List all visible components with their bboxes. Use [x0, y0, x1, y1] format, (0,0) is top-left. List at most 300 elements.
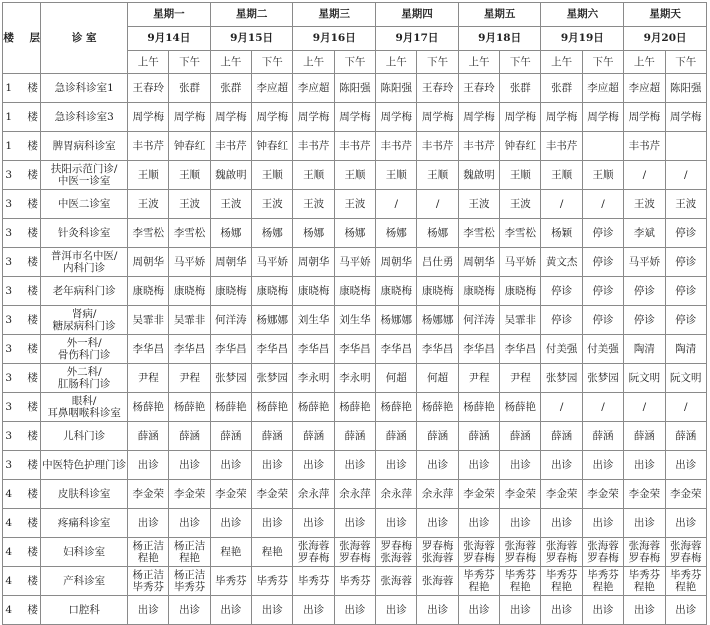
- doctor-cell: 毕秀芬: [293, 567, 334, 596]
- doctor-cell: 张海蓉 罗春梅: [541, 538, 582, 567]
- doctor-cell: 薛涵: [376, 422, 417, 451]
- clinic-cell: 急诊科诊室1: [41, 74, 128, 103]
- doctor-cell: 张海蓉 罗春梅: [624, 538, 665, 567]
- doctor-cell: 出诊: [582, 596, 623, 625]
- clinic-cell: 脾胃病科诊室: [41, 132, 128, 161]
- doctor-cell: 出诊: [500, 451, 541, 480]
- doctor-cell: 李华昌: [334, 335, 375, 364]
- doctor-cell: 李金荣: [169, 480, 210, 509]
- doctor-cell: 马平娇: [252, 248, 293, 277]
- doctor-cell: 付美强: [582, 335, 623, 364]
- doctor-cell: 周学梅: [458, 103, 499, 132]
- doctor-cell: 出诊: [458, 451, 499, 480]
- date-header: 9月14日: [128, 27, 211, 51]
- doctor-cell: 李金荣: [210, 480, 251, 509]
- doctor-cell: 吴霏非: [169, 306, 210, 335]
- doctor-cell: 薛涵: [582, 422, 623, 451]
- doctor-cell: 停诊: [624, 306, 665, 335]
- doctor-cell: 李雪松: [169, 219, 210, 248]
- doctor-cell: 康晓梅: [252, 277, 293, 306]
- doctor-cell: 周朝华: [293, 248, 334, 277]
- floor-cell: 3 楼: [3, 306, 41, 335]
- table-row: [3, 277, 707, 306]
- doctor-cell: 周朝华: [128, 248, 169, 277]
- doctor-cell: 张海蓉 罗春梅: [665, 538, 706, 567]
- clinic-cell: 中医特色护理门诊: [41, 451, 128, 480]
- doctor-cell: 周学梅: [293, 103, 334, 132]
- doctor-cell: 张群: [500, 74, 541, 103]
- doctor-cell: 出诊: [624, 451, 665, 480]
- doctor-cell: 王波: [500, 190, 541, 219]
- doctor-cell: 出诊: [210, 451, 251, 480]
- floor-cell: 4 楼: [3, 509, 41, 538]
- doctor-cell: 马平娇: [500, 248, 541, 277]
- clinic-cell: 疼痛科诊室: [41, 509, 128, 538]
- doctor-cell: 吴霏非: [128, 306, 169, 335]
- table-row: [3, 306, 707, 335]
- doctor-cell: 杨薛艳: [417, 393, 458, 422]
- doctor-cell: 王顺: [169, 161, 210, 190]
- clinic-cell: 口腔科: [41, 596, 128, 625]
- doctor-cell: 尹程: [458, 364, 499, 393]
- doctor-cell: 王波: [334, 190, 375, 219]
- doctor-cell: 杨薛艳: [458, 393, 499, 422]
- doctor-cell: 杨薛艳: [376, 393, 417, 422]
- doctor-cell: 尹程: [128, 364, 169, 393]
- doctor-cell: 陶清: [665, 335, 706, 364]
- doctor-cell: 王顺: [293, 161, 334, 190]
- doctor-cell: 程艳: [210, 538, 251, 567]
- table-row: [3, 364, 707, 393]
- doctor-cell: 杨颖: [541, 219, 582, 248]
- doctor-cell: 张群: [541, 74, 582, 103]
- floor-cell: 1 楼: [3, 132, 41, 161]
- am-header: 上午: [376, 51, 417, 74]
- pm-header: 下午: [582, 51, 623, 74]
- doctor-cell: 杨薛艳: [210, 393, 251, 422]
- doctor-cell: 王顺: [417, 161, 458, 190]
- doctor-cell: 周学梅: [169, 103, 210, 132]
- doctor-cell: 周学梅: [128, 103, 169, 132]
- date-header: 9月15日: [210, 27, 293, 51]
- floor-cell: 3 楼: [3, 451, 41, 480]
- doctor-cell: 何超: [376, 364, 417, 393]
- doctor-cell: 出诊: [458, 509, 499, 538]
- doctor-cell: 王波: [293, 190, 334, 219]
- doctor-cell: 王波: [210, 190, 251, 219]
- doctor-cell: 李华昌: [169, 335, 210, 364]
- doctor-cell: 余永萍: [334, 480, 375, 509]
- doctor-cell: 出诊: [582, 509, 623, 538]
- doctor-cell: 出诊: [128, 451, 169, 480]
- floor-cell: 4 楼: [3, 538, 41, 567]
- doctor-cell: 张海蓉 罗春梅: [582, 538, 623, 567]
- doctor-cell: 毕秀芬: [252, 567, 293, 596]
- doctor-cell: 出诊: [128, 509, 169, 538]
- doctor-cell: 魏啟明: [210, 161, 251, 190]
- doctor-cell: 出诊: [128, 596, 169, 625]
- am-header: 上午: [210, 51, 251, 74]
- doctor-cell: 张群: [210, 74, 251, 103]
- date-header: 9月17日: [376, 27, 459, 51]
- doctor-cell: 张梦园: [582, 364, 623, 393]
- doctor-cell: 尹程: [500, 364, 541, 393]
- doctor-cell: 杨薛艳: [334, 393, 375, 422]
- doctor-cell: 钟春红: [500, 132, 541, 161]
- date-header: 9月18日: [458, 27, 541, 51]
- doctor-cell: 周学梅: [624, 103, 665, 132]
- clinic-cell: 外二科/ 肛肠科门诊: [41, 364, 128, 393]
- doctor-cell: 出诊: [252, 451, 293, 480]
- doctor-cell: 王顺: [252, 161, 293, 190]
- doctor-cell: 薛涵: [169, 422, 210, 451]
- table-row: [3, 451, 707, 480]
- floor-cell: 3 楼: [3, 393, 41, 422]
- doctor-cell: 王顺: [582, 161, 623, 190]
- doctor-cell: 丰书芹: [128, 132, 169, 161]
- doctor-cell: 张海蓉: [417, 567, 458, 596]
- doctor-cell: 丰书芹: [376, 132, 417, 161]
- doctor-cell: 余永萍: [293, 480, 334, 509]
- date-header: 9月16日: [293, 27, 376, 51]
- table-row: [3, 74, 707, 103]
- weekday-header: 星期天: [624, 3, 707, 27]
- table-row: [3, 161, 707, 190]
- doctor-cell: 李永明: [334, 364, 375, 393]
- doctor-cell: 张梦园: [210, 364, 251, 393]
- clinic-cell: 外一科/ 骨伤科门诊: [41, 335, 128, 364]
- doctor-cell: 周学梅: [252, 103, 293, 132]
- doctor-cell: 杨娜: [417, 219, 458, 248]
- doctor-cell: 李金荣: [541, 480, 582, 509]
- doctor-cell: 杨娜: [334, 219, 375, 248]
- doctor-cell: 出诊: [417, 509, 458, 538]
- doctor-cell: 张群: [169, 74, 210, 103]
- doctor-cell: 康晓梅: [458, 277, 499, 306]
- doctor-cell: 停诊: [665, 248, 706, 277]
- doctor-cell: 停诊: [582, 219, 623, 248]
- doctor-cell: 停诊: [541, 306, 582, 335]
- doctor-cell: 丰书芹: [210, 132, 251, 161]
- doctor-cell: 周学梅: [541, 103, 582, 132]
- doctor-cell: 出诊: [169, 596, 210, 625]
- doctor-cell: /: [541, 190, 582, 219]
- floor-cell: 3 楼: [3, 277, 41, 306]
- doctor-cell: 张海蓉 罗春梅: [334, 538, 375, 567]
- table-row: [3, 132, 707, 161]
- table-row: [3, 219, 707, 248]
- doctor-cell: 周学梅: [665, 103, 706, 132]
- doctor-cell: 杨娜: [376, 219, 417, 248]
- doctor-cell: 李华昌: [458, 335, 499, 364]
- doctor-cell: 李华昌: [500, 335, 541, 364]
- doctor-cell: 杨娜: [252, 219, 293, 248]
- doctor-cell: 杨正洁 毕秀芬: [169, 567, 210, 596]
- am-header: 上午: [541, 51, 582, 74]
- doctor-cell: 出诊: [210, 596, 251, 625]
- doctor-cell: 出诊: [210, 509, 251, 538]
- doctor-cell: 周学梅: [417, 103, 458, 132]
- doctor-cell: 李华昌: [376, 335, 417, 364]
- doctor-cell: 薛涵: [665, 422, 706, 451]
- doctor-cell: /: [376, 190, 417, 219]
- doctor-cell: 薛涵: [500, 422, 541, 451]
- doctor-cell: 丰书芹: [293, 132, 334, 161]
- doctor-cell: 李雪松: [458, 219, 499, 248]
- table-row: [3, 393, 707, 422]
- clinic-cell: 急诊科诊室3: [41, 103, 128, 132]
- doctor-cell: 罗春梅 张海蓉: [376, 538, 417, 567]
- floor-cell: 3 楼: [3, 190, 41, 219]
- doctor-cell: 周学梅: [376, 103, 417, 132]
- pm-header: 下午: [417, 51, 458, 74]
- floor-cell: 1 楼: [3, 74, 41, 103]
- doctor-cell: 王春玲: [128, 74, 169, 103]
- doctor-cell: 丰书芹: [334, 132, 375, 161]
- doctor-cell: 出诊: [293, 509, 334, 538]
- doctor-cell: 康晓梅: [210, 277, 251, 306]
- doctor-cell: 王顺: [541, 161, 582, 190]
- weekday-header: 星期一: [128, 3, 211, 27]
- doctor-cell: 李金荣: [624, 480, 665, 509]
- clinic-cell: 妇科诊室: [41, 538, 128, 567]
- doctor-cell: 出诊: [624, 596, 665, 625]
- floor-header: 楼 层: [3, 3, 41, 74]
- doctor-cell: 王波: [624, 190, 665, 219]
- doctor-cell: 周朝华: [210, 248, 251, 277]
- doctor-cell: 出诊: [500, 509, 541, 538]
- doctor-cell: 薛涵: [624, 422, 665, 451]
- doctor-cell: 周学梅: [582, 103, 623, 132]
- doctor-cell: 阮文明: [624, 364, 665, 393]
- doctor-cell: 出诊: [334, 451, 375, 480]
- doctor-cell: 王顺: [376, 161, 417, 190]
- doctor-cell: 停诊: [582, 277, 623, 306]
- doctor-cell: 出诊: [417, 451, 458, 480]
- floor-cell: 3 楼: [3, 219, 41, 248]
- doctor-cell: 李华昌: [210, 335, 251, 364]
- doctor-cell: 付美强: [541, 335, 582, 364]
- doctor-cell: 杨薛艳: [293, 393, 334, 422]
- doctor-cell: 杨正洁 程艳: [169, 538, 210, 567]
- doctor-cell: 康晓梅: [169, 277, 210, 306]
- clinic-cell: 眼科/ 耳鼻咽喉科诊室: [41, 393, 128, 422]
- doctor-cell: 丰书芹: [417, 132, 458, 161]
- doctor-cell: 出诊: [169, 509, 210, 538]
- doctor-cell: 李应超: [582, 74, 623, 103]
- floor-cell: 3 楼: [3, 161, 41, 190]
- clinic-cell: 普洱市名中医/ 内科门诊: [41, 248, 128, 277]
- doctor-cell: 周学梅: [500, 103, 541, 132]
- doctor-cell: 王波: [665, 190, 706, 219]
- doctor-cell: 吕仕勇: [417, 248, 458, 277]
- doctor-cell: 钟春红: [169, 132, 210, 161]
- doctor-cell: /: [624, 161, 665, 190]
- table-row: [3, 480, 707, 509]
- doctor-cell: 康晓梅: [500, 277, 541, 306]
- doctor-cell: /: [665, 393, 706, 422]
- am-header: 上午: [624, 51, 665, 74]
- table-row: [3, 596, 707, 625]
- doctor-cell: /: [582, 393, 623, 422]
- clinic-cell: 产科诊室: [41, 567, 128, 596]
- doctor-cell: 何洋涛: [210, 306, 251, 335]
- doctor-cell: 丰书芹: [624, 132, 665, 161]
- doctor-cell: 张海蓉: [376, 567, 417, 596]
- weekday-header: 星期四: [376, 3, 459, 27]
- doctor-cell: 出诊: [376, 451, 417, 480]
- doctor-cell: 张梦园: [252, 364, 293, 393]
- doctor-cell: 魏啟明: [458, 161, 499, 190]
- doctor-cell: 李金荣: [252, 480, 293, 509]
- doctor-cell: 丰书芹: [541, 132, 582, 161]
- table-row: [3, 248, 707, 277]
- doctor-cell: /: [541, 393, 582, 422]
- doctor-cell: 毕秀芬 程艳: [582, 567, 623, 596]
- doctor-cell: 刘生华: [334, 306, 375, 335]
- doctor-cell: 薛涵: [252, 422, 293, 451]
- doctor-cell: 钟春红: [252, 132, 293, 161]
- doctor-cell: 康晓梅: [334, 277, 375, 306]
- doctor-cell: 王顺: [128, 161, 169, 190]
- doctor-cell: 出诊: [665, 596, 706, 625]
- doctor-cell: 李华昌: [293, 335, 334, 364]
- doctor-cell: 李雪松: [128, 219, 169, 248]
- doctor-cell: /: [417, 190, 458, 219]
- floor-cell: 1 楼: [3, 103, 41, 132]
- doctor-cell: 王波: [169, 190, 210, 219]
- doctor-cell: 出诊: [541, 451, 582, 480]
- doctor-cell: 康晓梅: [128, 277, 169, 306]
- doctor-cell: 停诊: [665, 219, 706, 248]
- floor-cell: 4 楼: [3, 480, 41, 509]
- table-row: [3, 509, 707, 538]
- doctor-cell: 张海蓉 罗春梅: [500, 538, 541, 567]
- doctor-cell: 李华昌: [417, 335, 458, 364]
- doctor-cell: 杨娜娜: [376, 306, 417, 335]
- doctor-cell: 周学梅: [334, 103, 375, 132]
- doctor-cell: 陈阳强: [376, 74, 417, 103]
- doctor-cell: 出诊: [624, 509, 665, 538]
- pm-header: 下午: [252, 51, 293, 74]
- doctor-cell: 薛涵: [458, 422, 499, 451]
- clinic-cell: 中医二诊室: [41, 190, 128, 219]
- doctor-cell: 出诊: [500, 596, 541, 625]
- clinic-cell: 皮肤科诊室: [41, 480, 128, 509]
- pm-header: 下午: [500, 51, 541, 74]
- clinic-header: 诊 室: [41, 3, 128, 74]
- floor-cell: 4 楼: [3, 596, 41, 625]
- doctor-cell: 停诊: [665, 306, 706, 335]
- doctor-cell: 出诊: [376, 596, 417, 625]
- doctor-cell: 周朝华: [376, 248, 417, 277]
- table-row: [3, 567, 707, 596]
- doctor-cell: 黄文杰: [541, 248, 582, 277]
- doctor-cell: 马平娇: [169, 248, 210, 277]
- doctor-cell: 出诊: [293, 596, 334, 625]
- table-row: [3, 103, 707, 132]
- doctor-cell: 杨娜娜: [252, 306, 293, 335]
- doctor-cell: /: [665, 161, 706, 190]
- doctor-cell: 张梦园: [541, 364, 582, 393]
- doctor-cell: 李华昌: [252, 335, 293, 364]
- doctor-cell: 马平娇: [334, 248, 375, 277]
- doctor-cell: 停诊: [541, 277, 582, 306]
- weekday-header: 星期五: [458, 3, 541, 27]
- doctor-cell: 停诊: [665, 277, 706, 306]
- doctor-cell: 薛涵: [541, 422, 582, 451]
- doctor-cell: 丰书芹: [458, 132, 499, 161]
- doctor-cell: 毕秀芬 程艳: [541, 567, 582, 596]
- doctor-cell: 李金荣: [458, 480, 499, 509]
- doctor-cell: 杨薛艳: [252, 393, 293, 422]
- table-row: [3, 190, 707, 219]
- floor-cell: 3 楼: [3, 364, 41, 393]
- doctor-cell: 杨薛艳: [169, 393, 210, 422]
- doctor-cell: 李雪松: [500, 219, 541, 248]
- doctor-cell: 杨娜: [293, 219, 334, 248]
- doctor-cell: 吴霏非: [500, 306, 541, 335]
- doctor-cell: 康晓梅: [293, 277, 334, 306]
- doctor-cell: 出诊: [334, 596, 375, 625]
- floor-cell: 3 楼: [3, 422, 41, 451]
- doctor-cell: 杨娜娜: [417, 306, 458, 335]
- date-header: 9月20日: [624, 27, 707, 51]
- doctor-cell: 康晓梅: [376, 277, 417, 306]
- doctor-cell: 出诊: [665, 451, 706, 480]
- doctor-cell: 张海蓉 罗春梅: [458, 538, 499, 567]
- doctor-cell: 何洋涛: [458, 306, 499, 335]
- schedule-body: [3, 74, 707, 625]
- am-header: 上午: [293, 51, 334, 74]
- doctor-cell: 李应超: [293, 74, 334, 103]
- doctor-cell: 李金荣: [128, 480, 169, 509]
- doctor-cell: 王春玲: [458, 74, 499, 103]
- doctor-cell: 王波: [458, 190, 499, 219]
- doctor-cell: 停诊: [582, 248, 623, 277]
- doctor-cell: 李应超: [252, 74, 293, 103]
- doctor-cell: 毕秀芬: [334, 567, 375, 596]
- floor-cell: 4 楼: [3, 567, 41, 596]
- doctor-cell: 周学梅: [210, 103, 251, 132]
- doctor-cell: 陈阳强: [334, 74, 375, 103]
- doctor-cell: 杨娜: [210, 219, 251, 248]
- am-header: 上午: [128, 51, 169, 74]
- doctor-cell: [582, 132, 623, 161]
- doctor-cell: 毕秀芬 程艳: [500, 567, 541, 596]
- doctor-cell: [665, 132, 706, 161]
- table-row: [3, 422, 707, 451]
- doctor-cell: 李永明: [293, 364, 334, 393]
- doctor-cell: 出诊: [458, 596, 499, 625]
- doctor-cell: 停诊: [582, 306, 623, 335]
- doctor-cell: 出诊: [665, 509, 706, 538]
- doctor-cell: 出诊: [169, 451, 210, 480]
- doctor-cell: /: [624, 393, 665, 422]
- floor-cell: 3 楼: [3, 335, 41, 364]
- clinic-cell: 扶阳示范门诊/ 中医一诊室: [41, 161, 128, 190]
- doctor-cell: 余永萍: [417, 480, 458, 509]
- doctor-cell: 刘生华: [293, 306, 334, 335]
- doctor-cell: 尹程: [169, 364, 210, 393]
- doctor-cell: 出诊: [252, 509, 293, 538]
- weekday-header: 星期六: [541, 3, 624, 27]
- doctor-cell: 出诊: [334, 509, 375, 538]
- clinic-cell: 肾病/ 糖尿病科门诊: [41, 306, 128, 335]
- doctor-cell: 薛涵: [334, 422, 375, 451]
- doctor-cell: 王顺: [334, 161, 375, 190]
- doctor-cell: 陈阳强: [665, 74, 706, 103]
